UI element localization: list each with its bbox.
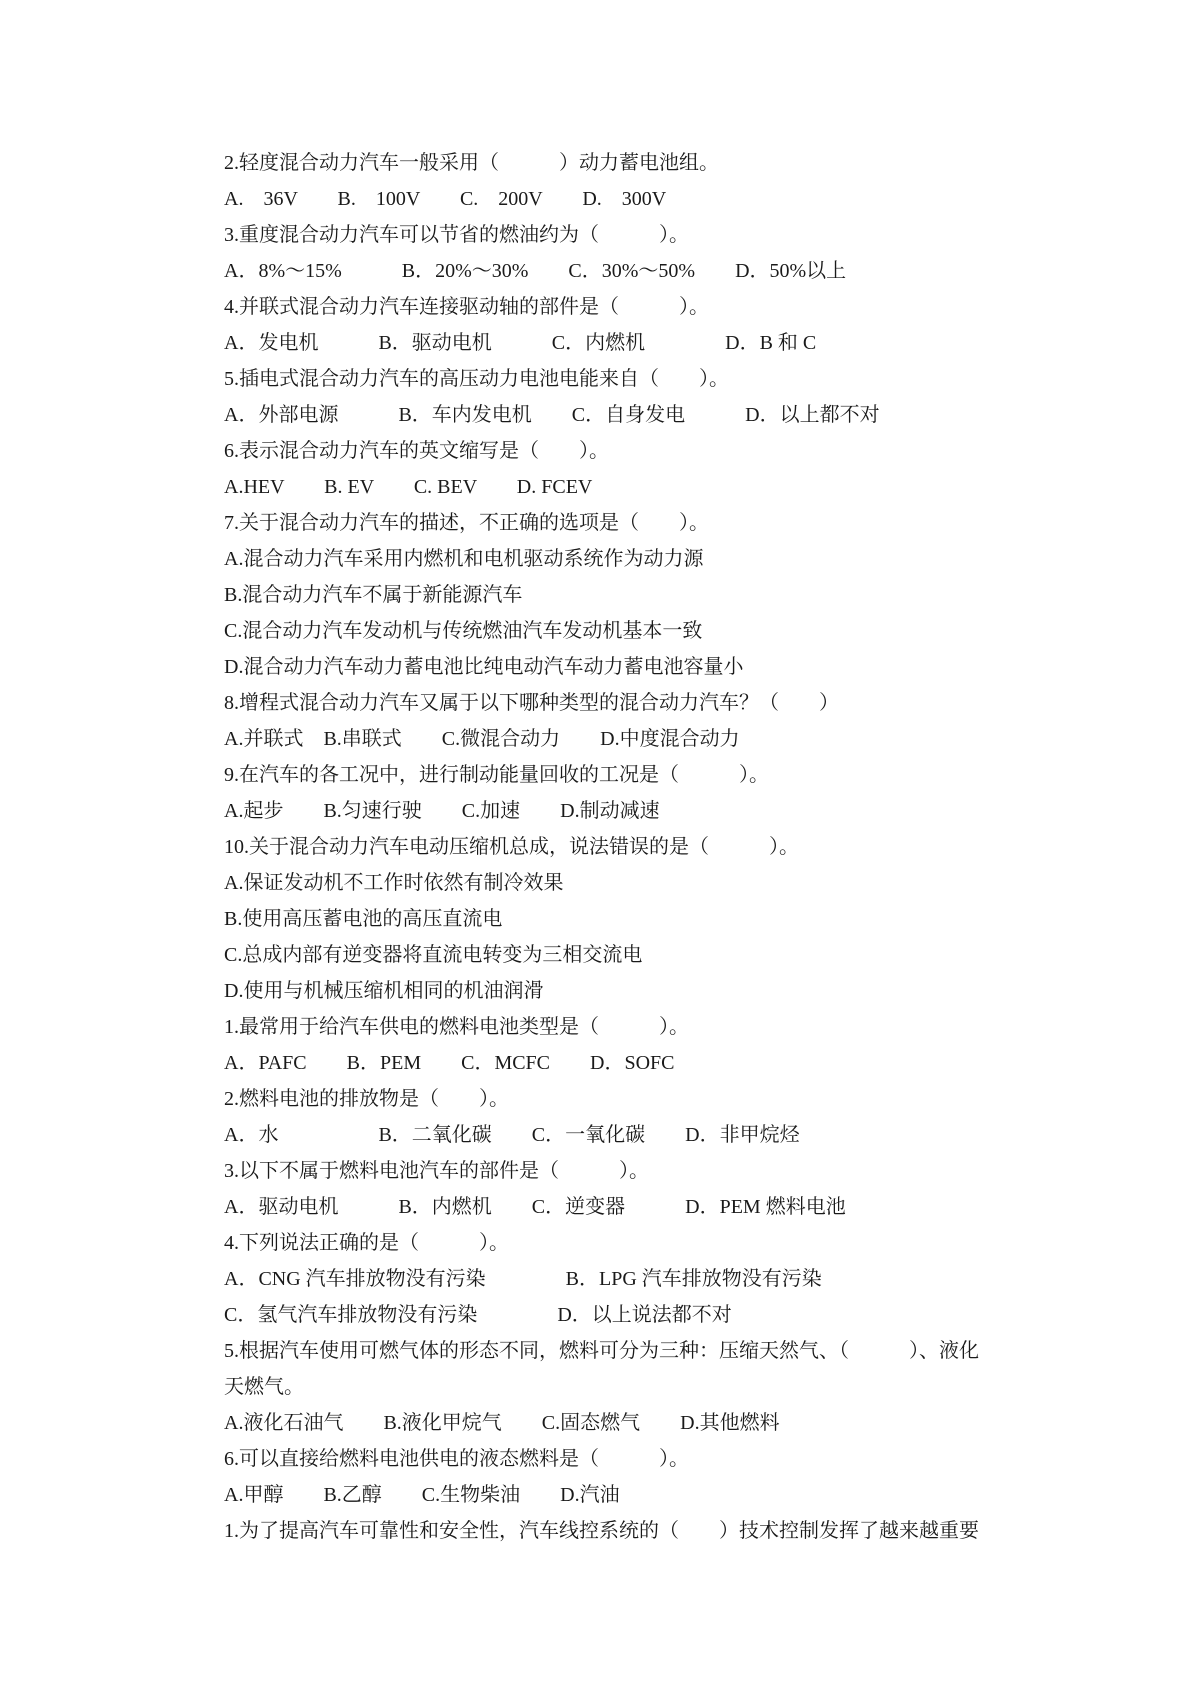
answer-option: A.保证发动机不工作时依然有制冷效果 [224, 872, 564, 894]
question-text: 1.为了提高汽车可靠性和安全性，汽车线控系统的（ ）技术控制发挥了越来越重要 [224, 1520, 979, 1542]
answer-option: C.总成内部有逆变器将直流电转变为三相交流电 [224, 944, 643, 966]
question-text: 4.下列说法正确的是（ ）。 [224, 1232, 509, 1254]
question-text: 6.可以直接给燃料电池供电的液态燃料是（ ）。 [224, 1448, 689, 1470]
answer-options: A.液化石油气 B.液化甲烷气 C.固态燃气 D.其他燃料 [224, 1412, 780, 1434]
answer-options: A.并联式 B.串联式 C.微混合动力 D.中度混合动力 [224, 728, 740, 750]
answer-option: A.混合动力汽车采用内燃机和电机驱动系统作为动力源 [224, 548, 704, 570]
question-text: 2.燃料电池的排放物是（ ）。 [224, 1088, 509, 1110]
question-text: 4.并联式混合动力汽车连接驱动轴的部件是（ ）。 [224, 296, 709, 318]
question-text: 2.轻度混合动力汽车一般采用（ ）动力蓄电池组。 [224, 152, 719, 174]
question-text: 8.增程式混合动力汽车又属于以下哪种类型的混合动力汽车？（ ） [224, 692, 839, 714]
answer-options: A.甲醇 B.乙醇 C.生物柴油 D.汽油 [224, 1484, 620, 1506]
question-text-continued: 天燃气。 [224, 1376, 304, 1398]
question-text: 7.关于混合动力汽车的描述，不正确的选项是（ ）。 [224, 512, 709, 534]
answer-option: C.混合动力汽车发动机与传统燃油汽车发动机基本一致 [224, 620, 703, 642]
question-text: 5.插电式混合动力汽车的高压动力电池电能来自（ ）。 [224, 368, 729, 390]
question-text: 3.重度混合动力汽车可以节省的燃油约为（ ）。 [224, 224, 689, 246]
question-text: 1.最常用于给汽车供电的燃料电池类型是（ ）。 [224, 1016, 689, 1038]
answer-options: A．8%～15% B．20%～30% C．30%～50% D．50%以上 [224, 260, 847, 282]
question-text: 6.表示混合动力汽车的英文缩写是（ ）。 [224, 440, 609, 462]
answer-options: A．发电机 B．驱动电机 C．内燃机 D．B 和 C [224, 332, 817, 354]
answer-options: A.HEV B. EV C. BEV D. FCEV [224, 476, 593, 498]
answer-options: A．外部电源 B．车内发电机 C．自身发电 D．以上都不对 [224, 404, 880, 426]
answer-options: A．水 B．二氧化碳 C．一氧化碳 D．非甲烷烃 [224, 1124, 800, 1146]
answer-option: B.使用高压蓄电池的高压直流电 [224, 908, 503, 930]
question-text: 3.以下不属于燃料电池汽车的部件是（ ）。 [224, 1160, 649, 1182]
question-text: 5.根据汽车使用可燃气体的形态不同，燃料可分为三种：压缩天然气、（ ）、液化 [224, 1340, 979, 1362]
answer-options: A．CNG 汽车排放物没有污染 B．LPG 汽车排放物没有污染 [224, 1268, 822, 1290]
answer-options: C．氢气汽车排放物没有污染 D．以上说法都不对 [224, 1304, 732, 1326]
answer-options: A．驱动电机 B．内燃机 C．逆变器 D．PEM 燃料电池 [224, 1196, 846, 1218]
answer-option: D.使用与机械压缩机相同的机油润滑 [224, 980, 544, 1002]
answer-option: D.混合动力汽车动力蓄电池比纯电动汽车动力蓄电池容量小 [224, 656, 744, 678]
answer-options: A. 36V B. 100V C. 200V D. 300V [224, 188, 667, 210]
question-text: 10.关于混合动力汽车电动压缩机总成，说法错误的是（ ）。 [224, 836, 799, 858]
answer-options: A．PAFC B．PEM C．MCFC D．SOFC [224, 1052, 675, 1074]
question-text: 9.在汽车的各工况中，进行制动能量回收的工况是（ ）。 [224, 764, 769, 786]
answer-options: A.起步 B.匀速行驶 C.加速 D.制动减速 [224, 800, 660, 822]
answer-option: B.混合动力汽车不属于新能源汽车 [224, 584, 523, 606]
